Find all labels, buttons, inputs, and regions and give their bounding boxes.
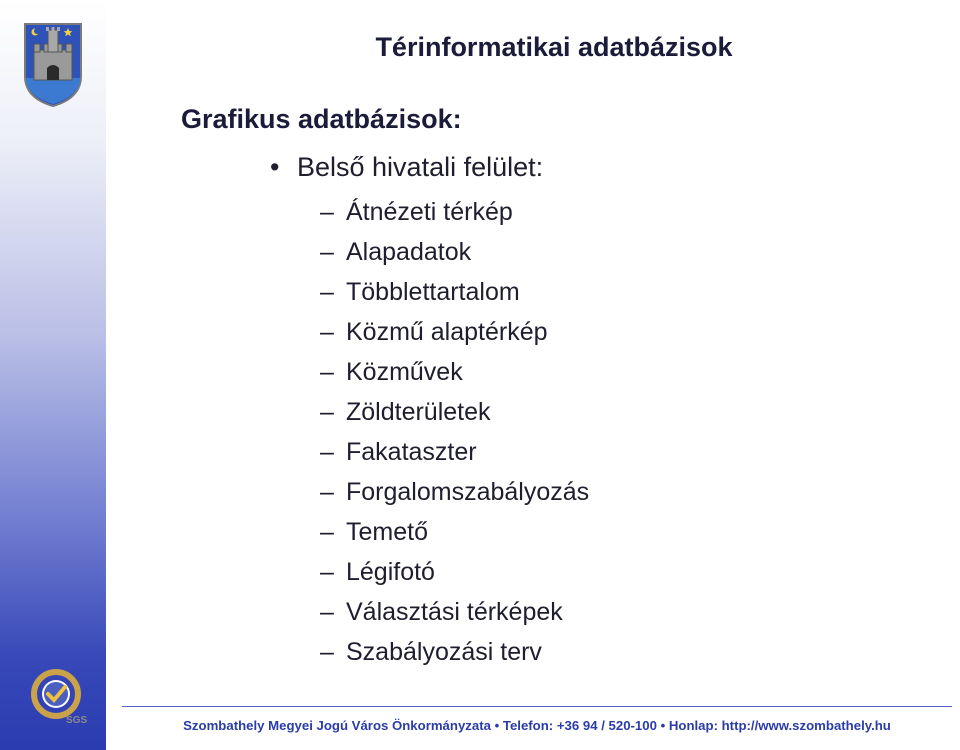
- list-item-label: Alapadatok: [346, 238, 472, 266]
- list-item-label: Forgalomszabályozás: [346, 478, 590, 506]
- list-item-label: Szabályozási terv: [346, 638, 542, 666]
- dash-icon: –: [320, 438, 334, 466]
- certification-logo: [24, 668, 90, 726]
- list-item-label: Közművek: [346, 358, 463, 386]
- list-item-label: Átnézeti térkép: [346, 198, 513, 226]
- list-item: [320, 236, 589, 276]
- footer-contact-info: Szombathely Megyei Jogú Város Önkormányzata • Telefon: +36 94 / 520-100 • Honlap: http://www.szombathely.hu: [183, 718, 891, 733]
- list-item: [320, 396, 589, 436]
- list-item: [320, 516, 589, 556]
- dash-icon: –: [320, 198, 334, 226]
- dash-icon: –: [320, 358, 334, 386]
- dash-icon: –: [320, 478, 334, 506]
- list-item-label: Temető: [346, 518, 428, 546]
- list-item: [320, 316, 589, 356]
- section-heading: Grafikus adatbázisok:: [181, 104, 462, 134]
- sub-item-list: [320, 196, 589, 676]
- dash-icon: –: [320, 638, 334, 666]
- slide-title: Térinformatikai adatbázisok: [375, 32, 733, 62]
- dash-icon: –: [320, 318, 334, 346]
- bullet-label: Belső hivatali felület:: [297, 152, 544, 182]
- list-item: [320, 476, 589, 516]
- list-item-label: Légifotó: [346, 558, 435, 586]
- bullet-icon: •: [270, 152, 280, 182]
- list-item: [320, 556, 589, 596]
- list-item: [320, 636, 589, 676]
- bullet-item: [270, 152, 543, 183]
- list-item: [320, 596, 589, 636]
- list-item-label: Közmű alaptérkép: [346, 318, 548, 346]
- dash-icon: –: [320, 278, 334, 306]
- list-item-label: Zöldterületek: [346, 398, 491, 426]
- list-item: [320, 356, 589, 396]
- dash-icon: –: [320, 398, 334, 426]
- list-item: [320, 196, 589, 236]
- dash-icon: –: [320, 598, 334, 626]
- footer-divider: [122, 706, 952, 707]
- dash-icon: –: [320, 518, 334, 546]
- dash-icon: –: [320, 238, 334, 266]
- list-item-label: Választási térképek: [346, 598, 563, 626]
- list-item: [320, 436, 589, 476]
- dash-icon: –: [320, 558, 334, 586]
- list-item-label: Fakataszter: [346, 438, 477, 466]
- list-item-label: Többlettartalom: [346, 278, 520, 306]
- side-gradient-band: [0, 0, 106, 750]
- list-item: [320, 276, 589, 316]
- svg-text:SGS: SGS: [66, 715, 88, 726]
